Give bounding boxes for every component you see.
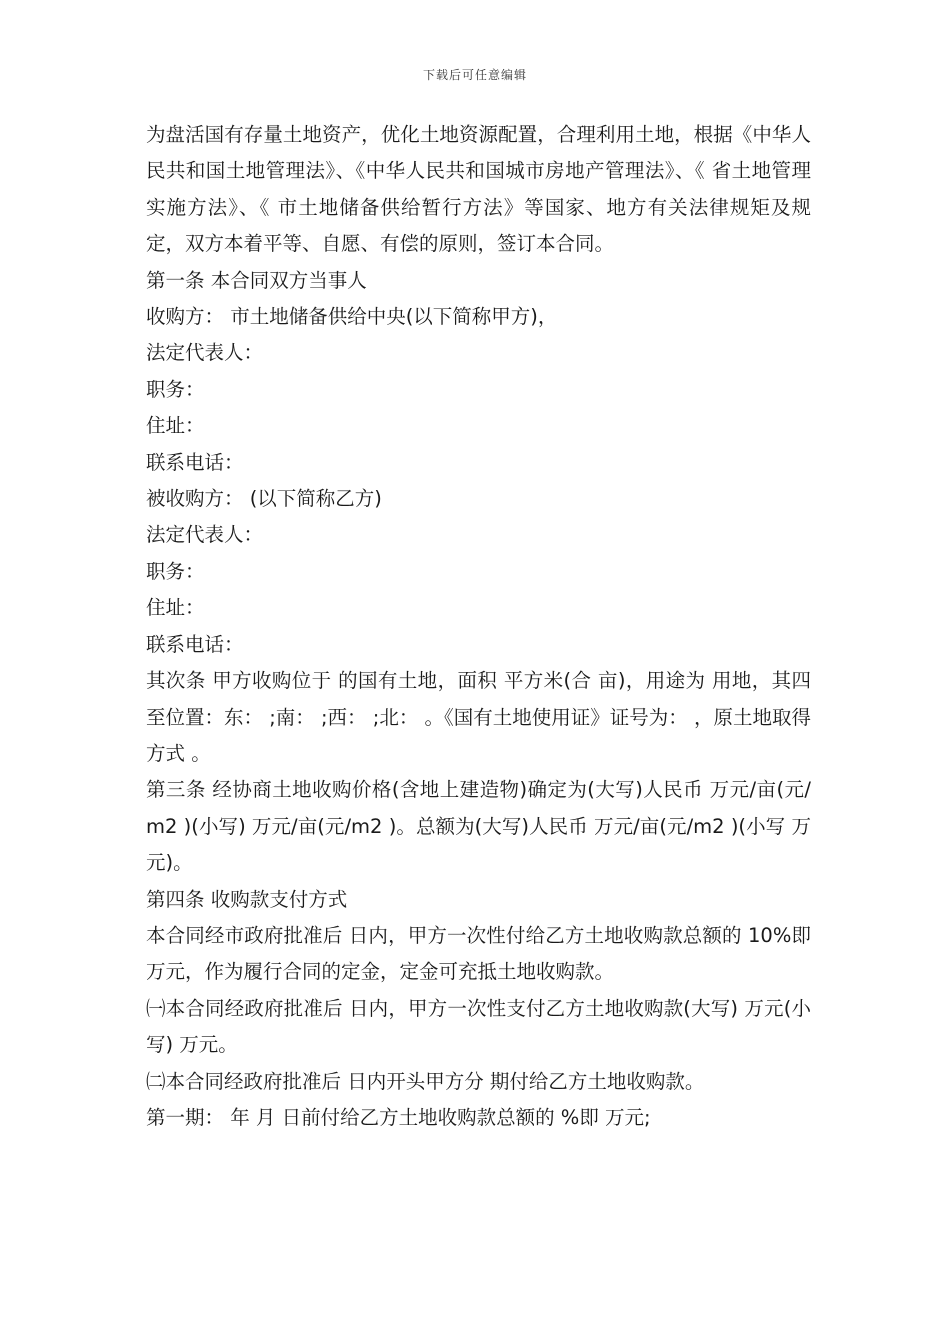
paragraph-lump-sum: ㈠本合同经政府批准后 日内，甲方一次性支付乙方土地收购款(大写) 万元(小写) 万元。 bbox=[146, 996, 811, 1057]
paragraph-buyer-address: 住址： bbox=[146, 414, 205, 438]
paragraph-seller-position: 职务： bbox=[146, 559, 205, 583]
paragraph-seller-address: 住址： bbox=[146, 596, 205, 620]
paragraph-seller: 被收购方： (以下简称乙方) bbox=[146, 487, 382, 511]
paragraph-first-installment: 第一期： 年 月 日前付给乙方土地收购款总额的 %即 万元; bbox=[146, 1105, 651, 1129]
paragraph-deposit: 本合同经市政府批准后 日内，甲方一次性付给乙方土地收购款总额的 10%即 万元，作为履行合同的定金，定金可充抵土地收购款。 bbox=[146, 923, 811, 984]
paragraph-article-1-title: 第一条 本合同双方当事人 bbox=[146, 268, 367, 292]
paragraph-preamble: 为盘活国有存量土地资产，优化土地资源配置，合理利用土地，根据《中华人民共和国土地管理法》、《中华人民共和国城市房地产管理法》、《 省土地管理实施方法》、《 市土地储备供给暂行方法》等国家、地方有关法律规矩及规定，双方本着平等、自愿、有偿的原则，签订本合同。 bbox=[146, 123, 811, 256]
page-header: 下载后可任意编辑 bbox=[422, 68, 527, 82]
paragraph-seller-phone: 联系电话： bbox=[146, 632, 244, 656]
paragraph-installments: ㈡本合同经政府批准后 日内开头甲方分 期付给乙方土地收购款。 bbox=[146, 1069, 705, 1093]
paragraph-buyer-position: 职务： bbox=[146, 377, 205, 401]
paragraph-buyer-phone: 联系电话： bbox=[146, 450, 244, 474]
document-body bbox=[146, 117, 811, 1136]
paragraph-buyer: 收购方： 市土地储备供给中央(以下简称甲方)， bbox=[146, 305, 558, 329]
paragraph-article-4-title: 第四条 收购款支付方式 bbox=[146, 887, 348, 911]
paragraph-article-3: 第三条 经协商土地收购价格(含地上建造物)确定为(大写)人民币 万元/亩(元/m2 )(小写) 万元/亩(元/m2 )。总额为(大写)人民币 万元/亩(元/m2 )(小写 万元)。 bbox=[146, 778, 811, 875]
paragraph-article-2: 其次条 甲方收购位于 的国有土地，面积 平方米(合 亩)，用途为 用地，其四至位置：东： ;南： ;西： ;北： 。《国有土地使用证》证号为： ，原土地取得方式 。 bbox=[146, 669, 811, 765]
paragraph-seller-legal-rep: 法定代表人： bbox=[146, 523, 264, 547]
paragraph-buyer-legal-rep: 法定代表人： bbox=[146, 341, 264, 365]
